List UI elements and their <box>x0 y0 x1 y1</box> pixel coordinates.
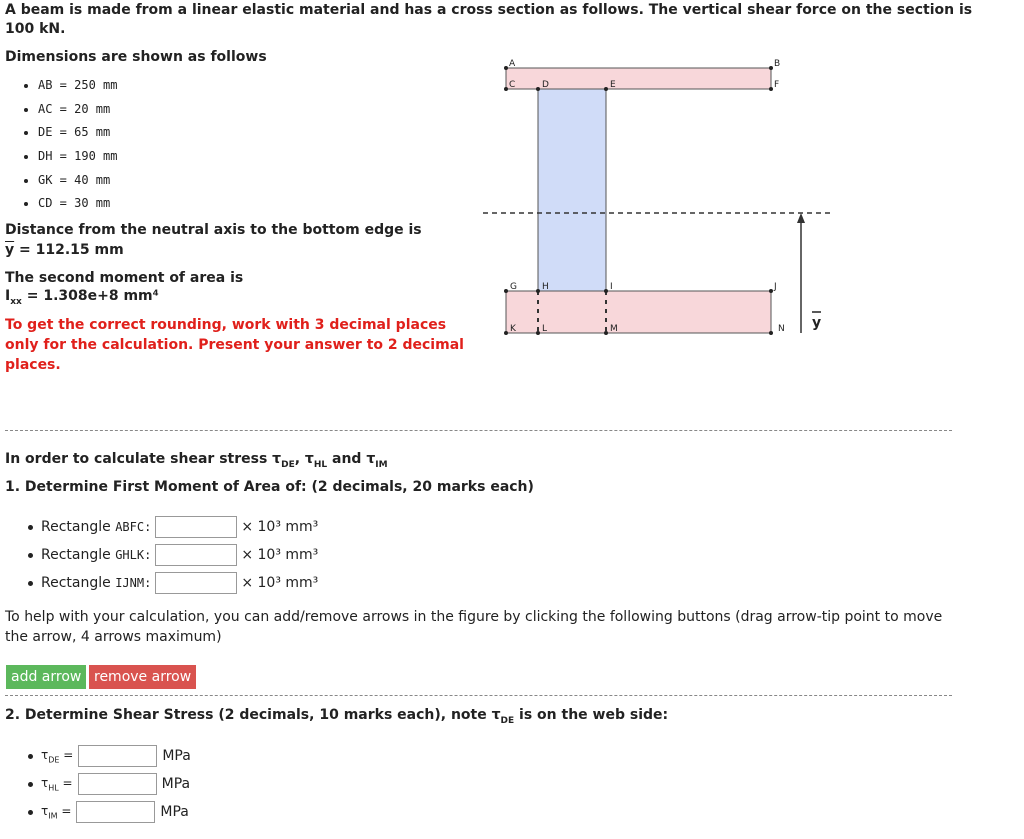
ixx-subscript: xx <box>10 296 22 307</box>
dimensions-list <box>18 74 117 216</box>
rounding-note-line2: only for the calculation. Present your answer to 2 decimal <box>5 337 464 353</box>
rectangle-label: Rectangle <box>41 547 111 563</box>
shear-stress-row-hl <box>28 773 190 795</box>
point-label-d: D <box>542 80 549 90</box>
section-divider <box>5 695 952 696</box>
tau-hl-input[interactable] <box>78 773 157 795</box>
arrow-help-line1: To help with your calculation, you can add/remove arrows in the figure by clicking the following buttons (drag arrow-tip point to move <box>5 609 943 625</box>
tau-sub-im: IM <box>375 459 388 470</box>
first-moment-row-ijnm <box>28 572 318 594</box>
point-label-g: G <box>510 282 517 292</box>
bullet <box>28 553 33 558</box>
rectangle-label: Rectangle <box>41 519 111 535</box>
bullet <box>28 525 33 530</box>
rounding-note-line3: places. <box>5 357 61 373</box>
unit-label: MPa <box>162 748 191 764</box>
arrow-help-text <box>5 607 942 647</box>
rectangle-label: Rectangle <box>41 575 111 591</box>
tau-symbol: τ <box>366 451 376 467</box>
bullet <box>28 782 33 787</box>
point-label-l: L <box>542 324 548 334</box>
dimension-ab: • AB = 250 mm <box>38 74 117 98</box>
remove-arrow-button[interactable]: remove arrow <box>88 664 197 690</box>
first-moment-abfc-input[interactable] <box>155 516 237 538</box>
first-moment-row-abfc <box>28 516 318 538</box>
add-arrow-button[interactable]: add arrow <box>5 664 87 690</box>
dimension-cd: • CD = 30 mm <box>38 192 117 216</box>
tau-de-label: $\tau_{DE}$ = <box>41 747 74 765</box>
unit-label: × 10³ mm³ <box>241 519 319 535</box>
ybar-symbol: $\overline{y}$ <box>5 242 15 258</box>
dimensions-heading: Dimensions are shown as follows <box>5 49 267 65</box>
unit-label: MPa <box>160 804 189 820</box>
section1-title: 1. Determine First Moment of Area of: (2 decimals, 20 marks each) <box>5 479 534 495</box>
point-label-b: B <box>774 59 781 69</box>
tau-sub-de: DE <box>500 715 515 726</box>
arrow-help-line2: the arrow, 4 arrows maximum) <box>5 629 222 645</box>
point-label-n: N <box>778 324 785 334</box>
shear-stress-row-im <box>28 801 189 823</box>
ybar-arrow-head <box>797 213 805 223</box>
point-label-e: E <box>610 80 616 90</box>
dimension-gk: • GK = 40 mm <box>38 169 117 193</box>
rectangle-code: ABFC: <box>115 520 152 534</box>
tau-de-input[interactable] <box>78 745 157 767</box>
ybar-figure-label: y <box>812 315 822 331</box>
point-label-k: K <box>510 324 516 334</box>
point-label-c: C <box>509 80 516 90</box>
bullet <box>28 810 33 815</box>
first-moment-ghlk-input[interactable] <box>155 544 237 566</box>
section2-title-text: 2. Determine Shear Stress (2 decimals, 10 marks each), note <box>5 707 487 723</box>
unit-label: × 10³ mm³ <box>241 547 319 563</box>
ybar-value: = 112.15 mm <box>19 242 124 258</box>
first-moment-ijnm-input[interactable] <box>155 572 237 594</box>
section2-title <box>5 707 668 726</box>
point-label-m: M <box>610 324 618 334</box>
rounding-note <box>5 315 464 375</box>
ixx-value: = 1.308e+8 mm⁴ <box>26 288 159 304</box>
moment-heading: The second moment of area is <box>5 270 244 286</box>
tau-sub-hl: HL <box>313 459 328 470</box>
comma: , <box>294 451 301 467</box>
tau-sub-de: DE <box>281 459 295 470</box>
and-text: and <box>332 451 362 467</box>
tau-im-label: $\tau_{IM}$ = <box>41 803 72 821</box>
bullet <box>28 754 33 759</box>
shear-stress-intro <box>5 451 388 470</box>
ybar-line <box>5 242 124 258</box>
point-label-h: H <box>542 282 549 292</box>
tau-symbol: τ <box>304 451 314 467</box>
tau-im-input[interactable] <box>76 801 155 823</box>
distance-heading: Distance from the neutral axis to the bottom edge is <box>5 222 422 238</box>
point-label-a: A <box>509 59 516 69</box>
rounding-note-line1: To get the correct rounding, work with 3 decimal places <box>5 317 447 333</box>
tau-hl-label: $\tau_{HL}$ = <box>41 775 73 793</box>
bullet <box>28 581 33 586</box>
point-label-f: F <box>774 80 780 90</box>
problem-statement-line1: A beam is made from a linear elastic material and has a cross section as follows. The vertical shear force on the section is <box>5 2 973 18</box>
intro-text: In order to calculate shear stress <box>5 451 268 467</box>
tau-symbol: τ <box>491 707 501 723</box>
rectangle-code: IJNM: <box>115 576 152 590</box>
dimension-ac: • AC = 20 mm <box>38 98 117 122</box>
unit-label: MPa <box>161 776 191 792</box>
dimension-de: • DE = 65 mm <box>38 121 117 145</box>
point-label-i: I <box>610 282 613 292</box>
rectangle-code: GHLK: <box>115 548 152 562</box>
web-rect <box>538 89 606 291</box>
ixx-line <box>5 288 159 307</box>
tau-symbol: τ <box>272 451 282 467</box>
cross-section-figure <box>480 55 840 345</box>
section-divider <box>5 430 952 431</box>
problem-statement-line2: 100 kN. <box>5 21 66 37</box>
section2-title-suffix: is on the web side: <box>519 707 669 723</box>
unit-label: × 10³ mm³ <box>241 575 319 591</box>
shear-stress-row-de <box>28 745 191 767</box>
ixx-symbol: I <box>5 288 11 304</box>
first-moment-row-ghlk <box>28 544 318 566</box>
dimension-dh: • DH = 190 mm <box>38 145 117 169</box>
point-label-j: J <box>774 282 777 292</box>
